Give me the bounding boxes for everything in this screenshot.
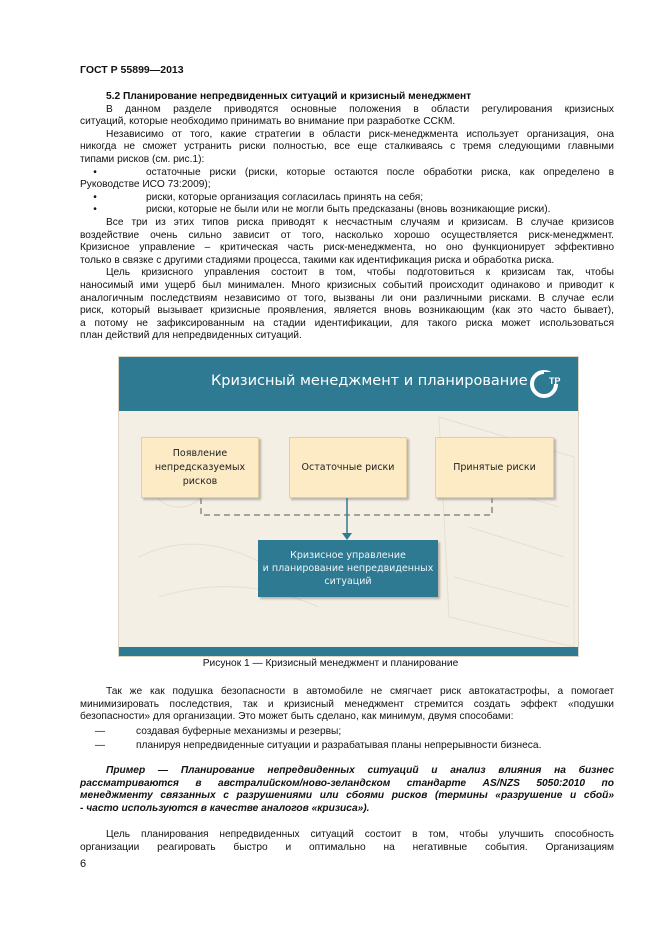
paragraph-line: безопасности» для организации. Это может быть сделано, как минимум, двумя способами:: [80, 711, 514, 723]
bullet-text: Руководстве ИСО 73:2009);: [80, 179, 211, 191]
figure-title: Кризисный менеджмент и планирование: [211, 373, 528, 389]
example-line: - часто используются в качестве аналогов «кризиса»).: [80, 802, 370, 814]
figure-footer-bar: [119, 647, 578, 656]
page-number: 6: [80, 858, 87, 870]
bullet-mark: •: [93, 166, 97, 178]
bullet-mark: •: [93, 191, 97, 203]
dash-text: создавая буферные механизмы и резервы;: [136, 725, 342, 737]
dash-text: планируя непредвиденные ситуации и разрабатывая планы непрерывности бизнеса.: [136, 740, 542, 752]
paragraph-line: В данном разделе приводятся основные положения в области регулирования кризисных: [106, 103, 614, 115]
paragraph-line: а потому не зафиксированным на стадии идентификации, для такого риска может использоваться: [80, 317, 614, 329]
box-line: Кризисное управление: [290, 550, 406, 561]
box-line: и планирование непредвиденных: [262, 563, 434, 574]
crisis-management-figure: [118, 356, 579, 657]
example-line: менеджменту связанных с разрушениями или сбоями рисков (термины «разрушение и сбой»: [80, 790, 614, 802]
paragraph-line: никогда не сможет устранить риски полностью, все еще сталкиваясь с тремя следующими главными: [80, 141, 614, 153]
paragraph-line: Цель планирования непредвиденных ситуаций состоит в том, чтобы улучшить способность: [106, 829, 614, 841]
section-text-block: [80, 91, 614, 343]
document-standard-header: ГОСТ Р 55899—2013: [80, 64, 184, 76]
paragraph-line: Цель кризисного управления состоит в том, чтобы подготовиться к кризисам так, чтобы: [106, 267, 614, 279]
figure-caption: Рисунок 1 — Кризисный менеджмент и планирование: [202, 658, 459, 669]
paragraph-line: план действий для непредвиденных ситуаций.: [80, 330, 302, 342]
paragraph-line: Кризисное управление – критическая часть риск-менеджмента, но оно функционирует эффективно: [80, 242, 614, 254]
logo-text: ТР: [549, 376, 561, 386]
bullet-text: риски, которые организация согласилась принять на себя;: [146, 191, 424, 203]
connector-arrow-head: [342, 533, 352, 540]
box-crisis-management: [258, 540, 438, 597]
paragraph-line: организации реагировать быстро и оптимально на негативные события. Организациям: [80, 841, 614, 853]
box-accepted-risks: Принятые риски: [435, 437, 554, 498]
bullet-item: [80, 192, 614, 205]
paragraph-line: Так же как подушка безопасности в автомобиле не смягчает риск автокатастрофы, а помогает: [106, 686, 614, 697]
bullet-text: риски, которые не были или не могли быть предсказаны (вновь возникающие риски).: [146, 204, 551, 216]
paragraph-line: Все три из этих типов риска приводят к несчастным случаям и кризисам. В случае кризисов: [106, 216, 614, 228]
after-figure-text: [80, 686, 614, 855]
box-line: непредсказуемых: [154, 461, 246, 473]
dash-mark: —: [94, 725, 106, 737]
figure-connectors: [119, 357, 578, 656]
bullet-item: [80, 167, 614, 180]
paragraph-line: ситуаций, которые необходимо принимать во внимание при разработке ССКМ.: [80, 116, 456, 128]
bullet-mark: •: [93, 204, 97, 216]
box-line: ситуаций: [324, 576, 372, 587]
paragraph-line: только в связке с другими стадиями процесса, такими как идентификация риска и обработка риска.: [80, 254, 555, 266]
paragraph-line: Независимо от того, какие стратегии в области риск-менеджмента использует организация, она: [106, 128, 614, 140]
paragraph-line: наносимый ими ущерб был минимален. Много кризисных событий происходит одинаково и приводит к: [80, 279, 614, 291]
box-line: Появление: [172, 447, 228, 459]
paragraph-line: риск, который вызывает кризисные проявления, является вновь возникающим (как это часто бывает),: [80, 305, 614, 317]
paragraph-line: аналогичным последствиям независимо от того, вызваны ли они различными рисками. В случае если: [80, 292, 614, 304]
paragraph-line: воздействие очень сильно зависит от того, насколько хорошо осуществляется риск-менеджмент.: [80, 229, 614, 241]
paragraph-line: минимизировать последствия, так и кризисный менеджмент стремится создать эффект «подушки: [80, 698, 614, 710]
example-line: Пример — Планирование непредвиденных ситуаций и анализ влияния на бизнес: [106, 764, 614, 776]
example-line: рассматриваются в австралийском/ново-зеландском стандарте AS/NZS 5050:2010 по: [80, 777, 614, 789]
bullet-item: [80, 204, 614, 217]
dash-item: [80, 726, 614, 739]
dash-mark: —: [94, 740, 106, 752]
box-residual-risks: Остаточные риски: [289, 437, 407, 498]
bullet-text: остаточные риски (риски, которые остаются после обработки риска, как определено в: [146, 166, 614, 178]
paragraph-line: типами рисков (см. рис.1):: [80, 153, 205, 165]
section-title: 5.2 Планирование непредвиденных ситуаций и кризисный менеджмент: [106, 91, 472, 102]
box-line: рисков: [182, 475, 218, 487]
dash-item: [80, 740, 614, 753]
